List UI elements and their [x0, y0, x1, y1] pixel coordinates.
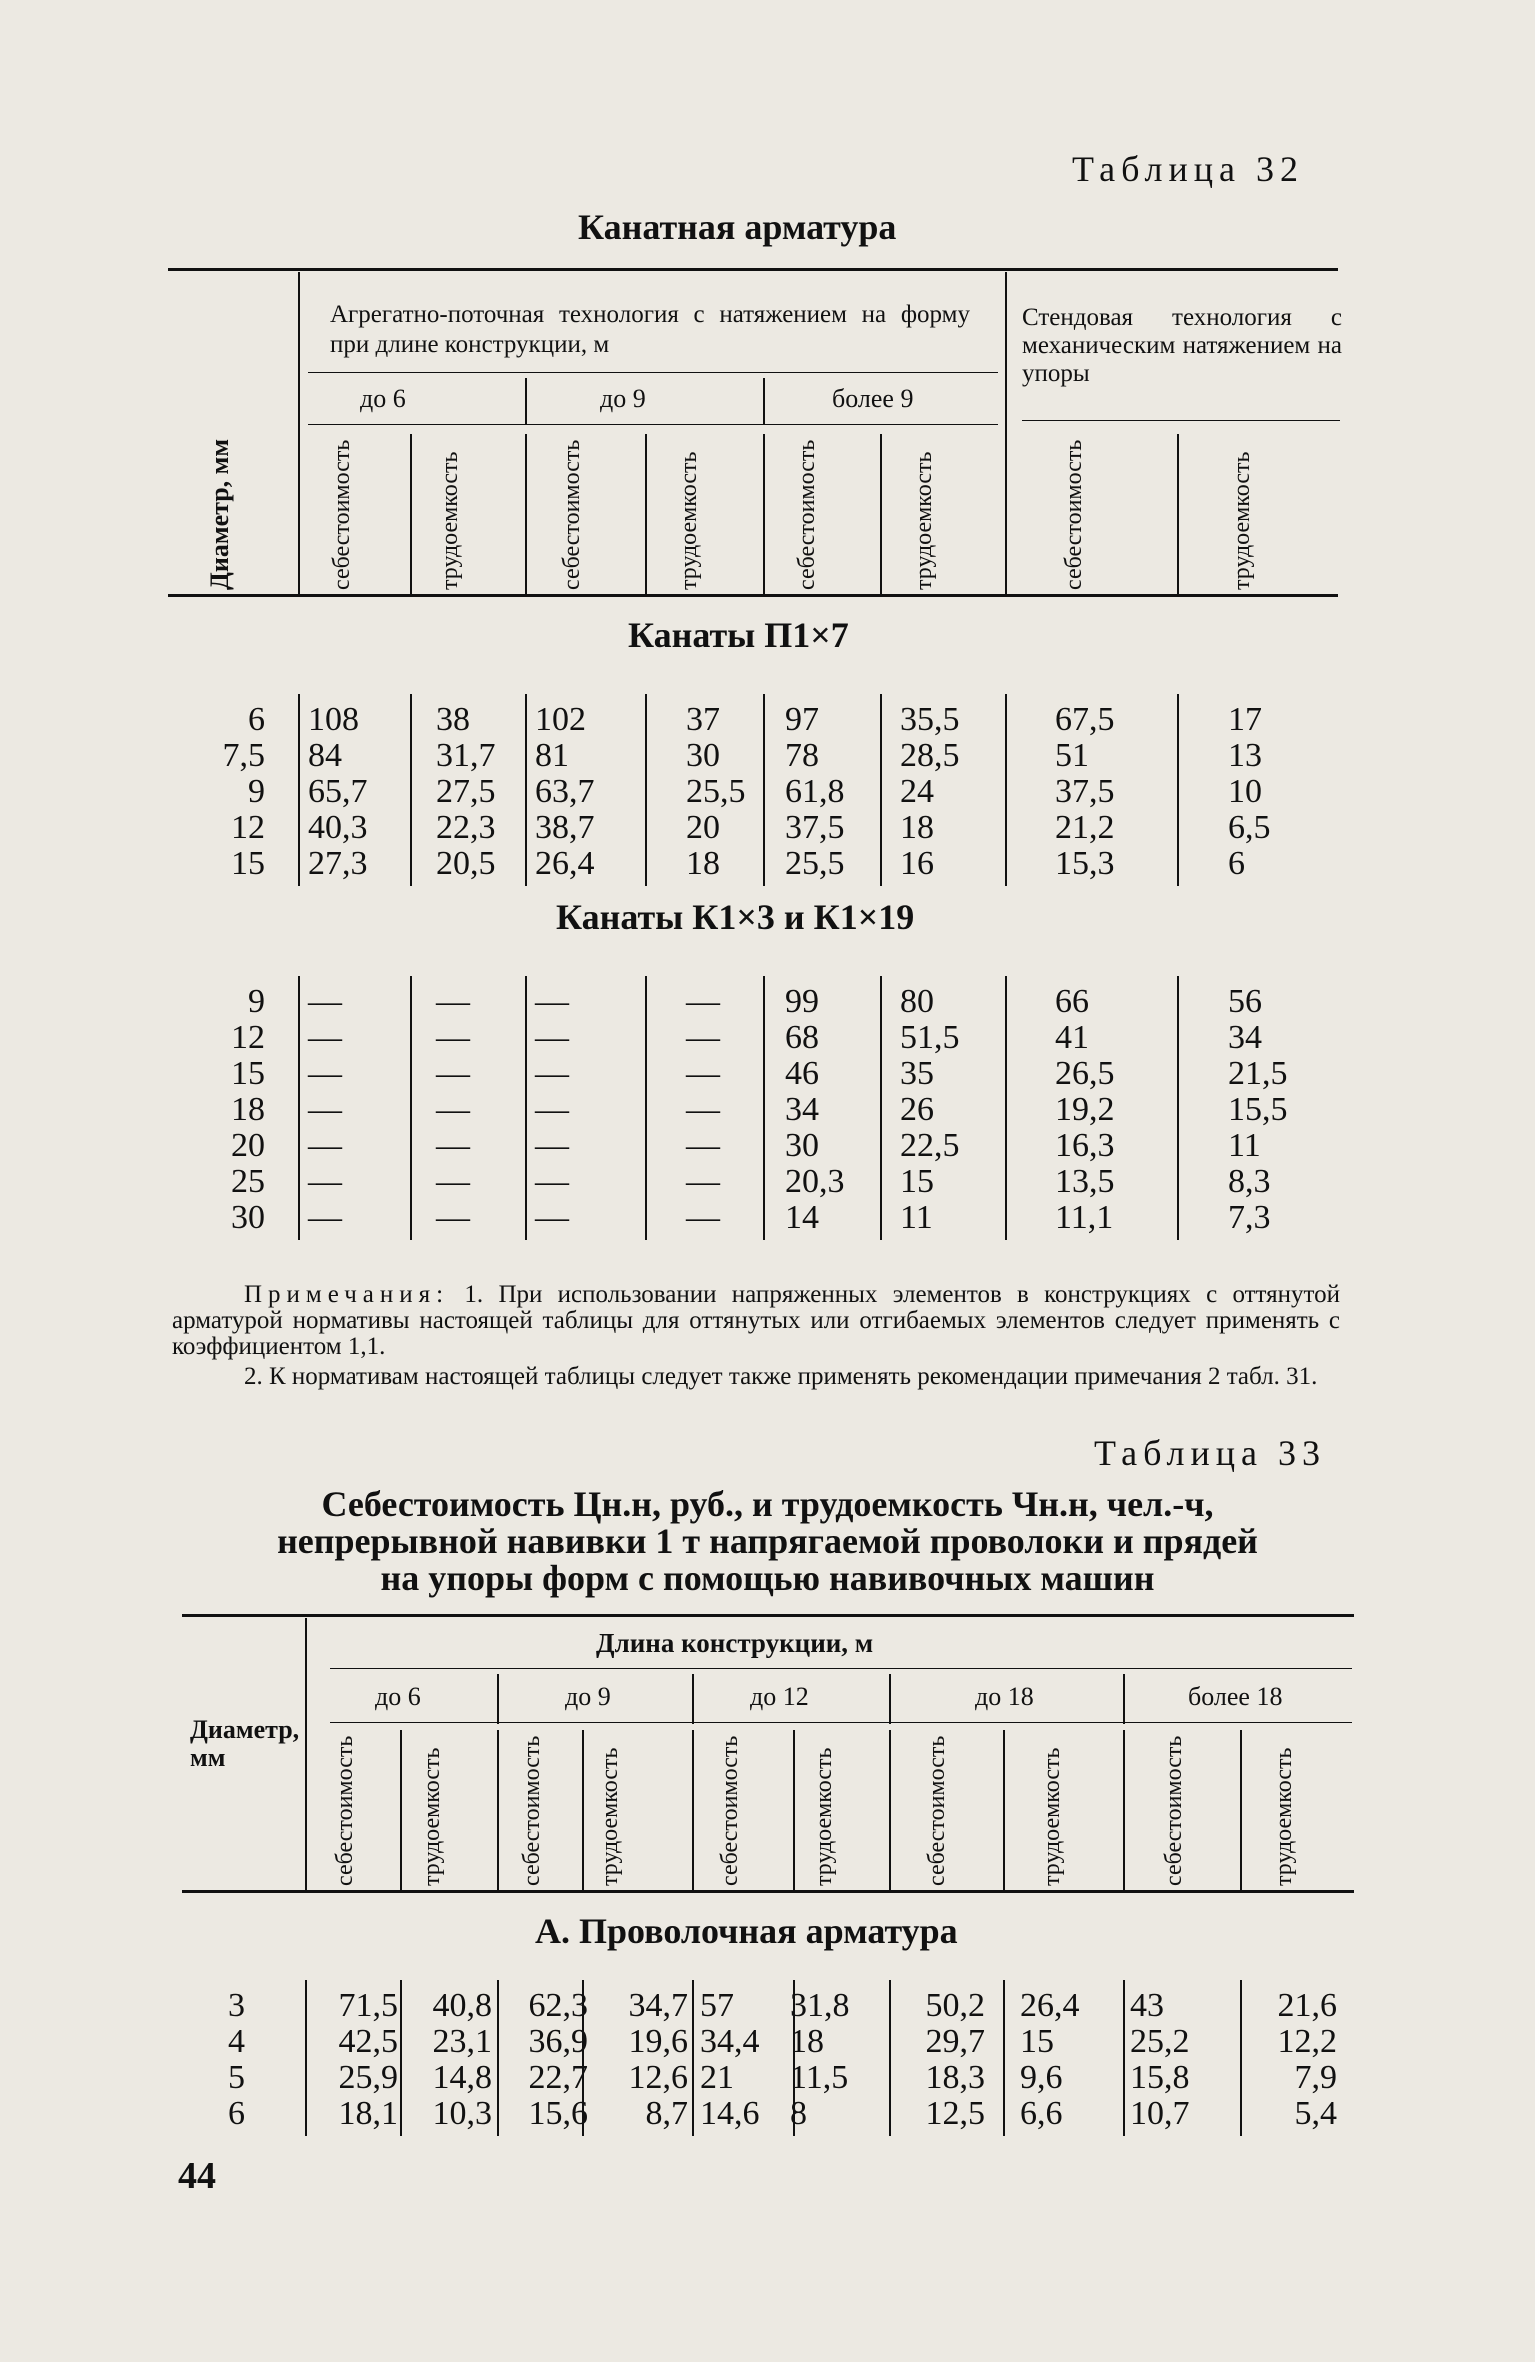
t32-value-cell: 35,5	[900, 701, 960, 738]
t33-column-rule	[497, 1980, 499, 2136]
t32-value-cell: 18	[900, 809, 934, 846]
t33-value-cell: 19,6	[628, 2023, 688, 2060]
t33-column-rule	[400, 1980, 402, 2136]
t33-range: до 12	[750, 1682, 809, 1711]
t33-value-cell: 12,2	[1277, 2023, 1337, 2060]
t32-value-cell: —	[308, 1091, 342, 1128]
table33-top-rule	[182, 1614, 1354, 1617]
t32-value-cell: 34	[1228, 1019, 1262, 1056]
t33-value-cell: 43	[1130, 1987, 1164, 2024]
t32-value-cell: —	[436, 1055, 470, 1092]
t33-column-rule	[1003, 1980, 1005, 2136]
t33-col-labor: трудоемкость	[1039, 1747, 1065, 1886]
t33-value-cell: 18,3	[925, 2059, 985, 2096]
t32-notes-label: Примечания:	[244, 1281, 450, 1308]
t33-value-cell: 18,1	[338, 2095, 398, 2132]
t32-range: более 9	[832, 384, 914, 413]
t33-column-rule	[889, 1980, 891, 2136]
t32-value-cell: 19,2	[1055, 1091, 1115, 1128]
t32-diameter-cell: 20	[231, 1127, 265, 1164]
t32-value-cell: 30	[686, 737, 720, 774]
table32-title: Канатная арматура	[578, 207, 897, 247]
t33-col-cost: себестоимость	[1161, 1735, 1187, 1886]
t32-value-cell: 22,3	[436, 809, 496, 846]
t32-value-cell: 16	[900, 845, 934, 882]
t32-value-cell: —	[535, 1163, 569, 1200]
t32-diameter-cell: 9	[248, 773, 265, 810]
t33-value-cell: 14,6	[700, 2095, 760, 2132]
t32-value-cell: 11,1	[1055, 1199, 1114, 1236]
t33-divider	[1003, 1730, 1005, 1890]
t33-col-labor: трудоемкость	[419, 1747, 445, 1886]
t33-title-line: на упоры форм с помощью навивочных машин	[380, 1558, 1155, 1598]
t32-value-cell: 51	[1055, 737, 1089, 774]
t32-col-cost: себестоимость	[329, 439, 355, 590]
t32-value-cell: 11	[1228, 1127, 1261, 1164]
t32-value-cell: 11	[900, 1199, 933, 1236]
t33-divider	[889, 1674, 891, 1724]
t32-value-cell: 6,5	[1228, 809, 1271, 846]
t32-value-cell: 35	[900, 1055, 934, 1092]
t33-diameter-cell: 6	[228, 2095, 245, 2132]
t32-value-cell: 26	[900, 1091, 934, 1128]
t32-rule	[1022, 420, 1340, 421]
t33-value-cell: 14,8	[432, 2059, 492, 2096]
t32-value-cell: —	[686, 1127, 720, 1164]
t32-value-cell: 37,5	[785, 809, 845, 846]
t32-column-rule	[1005, 694, 1007, 886]
t32-value-cell: 13	[1228, 737, 1262, 774]
t33-sectionA-title: А. Проволочная арматура	[535, 1911, 958, 1951]
t32-column-rule	[1177, 694, 1179, 886]
t32-value-cell: 81	[535, 737, 569, 774]
t33-value-cell: 21,6	[1277, 1987, 1337, 2024]
t33-divider	[1123, 1674, 1125, 1724]
t32-value-cell: —	[686, 1163, 720, 1200]
t32-value-cell: 65,7	[308, 773, 368, 810]
t33-divider	[793, 1730, 795, 1890]
t32-col-cost: себестоимость	[1061, 439, 1087, 590]
t33-value-cell: 36,9	[528, 2023, 588, 2060]
t33-value-cell: 71,5	[338, 1987, 398, 2024]
t33-column-rule	[1123, 1980, 1125, 2136]
t33-value-cell: 12,5	[925, 2095, 985, 2132]
t32-value-cell: —	[308, 1163, 342, 1200]
t33-value-cell: 34,4	[700, 2023, 760, 2060]
t32-header-bottom-rule	[168, 594, 1338, 597]
t33-col-labor: трудоемкость	[811, 1747, 837, 1886]
t32-value-cell: —	[686, 1091, 720, 1128]
t32-value-cell: —	[686, 983, 720, 1020]
t33-value-cell: 15	[1020, 2023, 1054, 2060]
t32-diameter-cell: 9	[248, 983, 265, 1020]
t32-column-rule	[645, 976, 647, 1240]
t32-value-cell: 7,3	[1228, 1199, 1271, 1236]
t32-col-labor: трудоемкость	[676, 451, 702, 590]
t32-value-cell: 14	[785, 1199, 819, 1236]
t33-value-cell: 26,4	[1020, 1987, 1080, 2024]
t32-value-cell: 30	[785, 1127, 819, 1164]
t33-value-cell: 62,3	[528, 1987, 588, 2024]
t32-column-rule	[880, 976, 882, 1240]
t32-column-rule	[763, 976, 765, 1240]
t32-column-rule	[645, 694, 647, 886]
t32-diameter-cell: 12	[231, 809, 265, 846]
t33-rule	[330, 1668, 1352, 1669]
t33-diam-header: Диаметр, мм	[190, 1715, 300, 1772]
t32-column-rule	[763, 694, 765, 886]
t32-divider	[1005, 272, 1007, 594]
t32-value-cell: 10	[1228, 773, 1262, 810]
t32-range: до 6	[360, 384, 406, 413]
t33-diameter-cell: 4	[228, 2023, 245, 2060]
t32-value-cell: 21,2	[1055, 809, 1115, 846]
t32-value-cell: 21,5	[1228, 1055, 1288, 1092]
t32-value-cell: 102	[535, 701, 586, 738]
t32-value-cell: —	[535, 1127, 569, 1164]
t32-value-cell: 26,5	[1055, 1055, 1115, 1092]
t33-value-cell: 57	[700, 1987, 734, 2024]
t33-col-cost: себестоимость	[717, 1735, 743, 1886]
t32-value-cell: 28,5	[900, 737, 960, 774]
t32-value-cell: —	[535, 983, 569, 1020]
t33-divider	[400, 1730, 402, 1890]
t32-value-cell: —	[436, 1127, 470, 1164]
t32-value-cell: —	[308, 1019, 342, 1056]
t33-value-cell: 15,6	[528, 2095, 588, 2132]
t32-value-cell: —	[686, 1199, 720, 1236]
t33-divider	[1123, 1730, 1125, 1890]
t32-value-cell: 18	[686, 845, 720, 882]
t33-value-cell: 8,7	[645, 2095, 688, 2132]
t33-range: более 18	[1188, 1682, 1283, 1711]
t32-value-cell: —	[686, 1019, 720, 1056]
t33-divider	[305, 1618, 307, 1890]
t32-column-rule	[525, 694, 527, 886]
t33-value-cell: 15,8	[1130, 2059, 1190, 2096]
t32-diam-header: Диаметр, мм	[205, 438, 234, 590]
t32-value-cell: 15	[900, 1163, 934, 1200]
t32-value-cell: 41	[1055, 1019, 1089, 1056]
t33-rule	[330, 1722, 1352, 1723]
t33-value-cell: 10,7	[1130, 2095, 1190, 2132]
t32-divider	[525, 378, 527, 424]
t32-section1-title: Канаты П1×7	[628, 615, 849, 655]
t32-value-cell: —	[686, 1055, 720, 1092]
t33-col-cost: себестоимость	[519, 1735, 545, 1886]
t32-col-cost: себестоимость	[559, 439, 585, 590]
t32-column-rule	[298, 694, 300, 886]
table32-label: Таблица 32	[1072, 149, 1304, 189]
t32-divider	[763, 378, 765, 424]
t32-col-labor: трудоемкость	[437, 451, 463, 590]
t32-stand-header: Стендовая технология с механическим натяжением на упоры	[1022, 304, 1342, 387]
t32-diameter-cell: 7,5	[222, 737, 265, 774]
t32-column-rule	[410, 694, 412, 886]
t32-value-cell: 37,5	[1055, 773, 1115, 810]
t32-value-cell: 68	[785, 1019, 819, 1056]
t32-value-cell: —	[535, 1199, 569, 1236]
t32-value-cell: 15,5	[1228, 1091, 1288, 1128]
t33-value-cell: 25,2	[1130, 2023, 1190, 2060]
t32-divider	[525, 434, 527, 594]
t32-section2-title: Канаты К1×3 и К1×19	[556, 897, 915, 937]
table33-title	[150, 1486, 1385, 1597]
t32-divider	[645, 434, 647, 594]
t33-value-cell: 50,2	[925, 1987, 985, 2024]
t32-value-cell: —	[436, 1091, 470, 1128]
t32-value-cell: —	[535, 1019, 569, 1056]
t33-range: до 6	[375, 1682, 421, 1711]
t33-col-cost: себестоимость	[924, 1735, 950, 1886]
t33-divider	[692, 1674, 694, 1724]
t33-col-labor: трудоемкость	[1271, 1747, 1297, 1886]
t32-value-cell: 22,5	[900, 1127, 960, 1164]
t33-title-line: Себестоимость Цн.н, руб., и трудоемкость Чн.н, чел.-ч,	[321, 1484, 1214, 1524]
t32-diameter-cell: 25	[231, 1163, 265, 1200]
t33-value-cell: 42,5	[338, 2023, 398, 2060]
page-number: 44	[178, 2155, 216, 2197]
t32-value-cell: 38	[436, 701, 470, 738]
t33-value-cell: 12,6	[628, 2059, 688, 2096]
t32-diameter-cell: 15	[231, 845, 265, 882]
t32-value-cell: 20	[686, 809, 720, 846]
t32-value-cell: 25,5	[785, 845, 845, 882]
t32-value-cell: 84	[308, 737, 342, 774]
t32-col-labor: трудоемкость	[1229, 451, 1255, 590]
t32-value-cell: 20,3	[785, 1163, 845, 1200]
t33-divider	[497, 1730, 499, 1890]
t33-range: до 18	[975, 1682, 1034, 1711]
t33-value-cell: 6,6	[1020, 2095, 1063, 2132]
t33-range: до 9	[565, 1682, 611, 1711]
t32-value-cell: —	[436, 1019, 470, 1056]
table33-label: Таблица 33	[1094, 1433, 1326, 1473]
t32-value-cell: 99	[785, 983, 819, 1020]
t33-value-cell: 25,9	[338, 2059, 398, 2096]
t33-column-rule	[305, 1980, 307, 2136]
t33-value-cell: 21	[700, 2059, 734, 2096]
t33-value-cell: 7,9	[1294, 2059, 1337, 2096]
t32-value-cell: 56	[1228, 983, 1262, 1020]
t32-diameter-cell: 12	[231, 1019, 265, 1056]
t32-value-cell: 67,5	[1055, 701, 1115, 738]
t32-value-cell: 51,5	[900, 1019, 960, 1056]
t33-header-bottom-rule	[182, 1890, 1354, 1893]
t33-value-cell: 5,4	[1294, 2095, 1337, 2132]
t33-value-cell: 8	[790, 2095, 807, 2132]
t33-divider	[497, 1674, 499, 1724]
t33-value-cell: 31,8	[790, 1987, 850, 2024]
t32-col-labor: трудоемкость	[911, 451, 937, 590]
t32-value-cell: 6	[1228, 845, 1245, 882]
t33-value-cell: 34,7	[628, 1987, 688, 2024]
t33-diameter-cell: 5	[228, 2059, 245, 2096]
t32-column-rule	[525, 976, 527, 1240]
t32-divider	[410, 434, 412, 594]
t32-value-cell: 46	[785, 1055, 819, 1092]
t33-length-header: Длина конструкции, м	[596, 1628, 874, 1658]
t32-col-cost: себестоимость	[794, 439, 820, 590]
t32-value-cell: 27,5	[436, 773, 496, 810]
t32-rule	[308, 424, 998, 425]
t32-value-cell: 13,5	[1055, 1163, 1115, 1200]
t32-value-cell: 15,3	[1055, 845, 1115, 882]
t32-agg-header: Агрегатно-поточная технология с натяжением на форму при длине конструкции, м	[330, 301, 970, 358]
t33-col-cost: себестоимость	[332, 1735, 358, 1886]
t32-value-cell: 27,3	[308, 845, 368, 882]
t33-value-cell: 40,8	[432, 1987, 492, 2024]
t32-value-cell: 38,7	[535, 809, 595, 846]
t32-value-cell: —	[436, 1199, 470, 1236]
t33-value-cell: 11,5	[790, 2059, 849, 2096]
t32-column-rule	[880, 694, 882, 886]
t32-value-cell: 80	[900, 983, 934, 1020]
t32-diameter-cell: 15	[231, 1055, 265, 1092]
t33-value-cell: 23,1	[432, 2023, 492, 2060]
t32-value-cell: 37	[686, 701, 720, 738]
t32-value-cell: —	[308, 1199, 342, 1236]
t32-divider	[1177, 434, 1179, 594]
t32-value-cell: 8,3	[1228, 1163, 1271, 1200]
t32-value-cell: 31,7	[436, 737, 496, 774]
t32-value-cell: 78	[785, 737, 819, 774]
t32-note1	[172, 1282, 1340, 1360]
t32-value-cell: —	[436, 983, 470, 1020]
t32-value-cell: —	[436, 1163, 470, 1200]
t32-value-cell: —	[535, 1055, 569, 1092]
t32-value-cell: 63,7	[535, 773, 595, 810]
t33-divider	[889, 1730, 891, 1890]
table32-top-rule	[168, 268, 1338, 271]
t32-diameter-cell: 30	[231, 1199, 265, 1236]
t33-title-line: непрерывной навивки 1 т напрягаемой проволоки и прядей	[277, 1521, 1258, 1561]
t33-value-cell: 29,7	[925, 2023, 985, 2060]
t32-value-cell: 24	[900, 773, 934, 810]
t32-value-cell: 40,3	[308, 809, 368, 846]
t32-note1-text: 1. При использовании напряженных элементов в конструкциях с оттянутой арматурой нормативы настоящей таблицы для оттянутых или отгибаемых элементов следует применять с коэффициентом 1,1.	[172, 1281, 1340, 1360]
t32-value-cell: —	[535, 1091, 569, 1128]
t32-value-cell: 66	[1055, 983, 1089, 1020]
t33-col-labor: трудоемкость	[597, 1747, 623, 1886]
t32-divider	[763, 434, 765, 594]
t33-divider	[692, 1730, 694, 1890]
t32-note2: 2. К нормативам настоящей таблицы следует также применять рекомендации примечания 2 табл. 31.	[244, 1363, 1318, 1390]
t32-column-rule	[298, 976, 300, 1240]
t33-value-cell: 18	[790, 2023, 824, 2060]
t32-diameter-cell: 6	[248, 701, 265, 738]
t32-range: до 9	[600, 384, 646, 413]
t33-diameter-cell: 3	[228, 1987, 245, 2024]
t33-value-cell: 22,7	[528, 2059, 588, 2096]
t32-value-cell: 108	[308, 701, 359, 738]
t32-column-rule	[1005, 976, 1007, 1240]
t32-column-rule	[1177, 976, 1179, 1240]
t32-column-rule	[410, 976, 412, 1240]
t32-divider	[880, 434, 882, 594]
t32-value-cell: 61,8	[785, 773, 845, 810]
t32-value-cell: 26,4	[535, 845, 595, 882]
t32-diameter-cell: 18	[231, 1091, 265, 1128]
t32-divider	[298, 272, 300, 594]
t33-value-cell: 10,3	[432, 2095, 492, 2132]
t32-value-cell: 16,3	[1055, 1127, 1115, 1164]
t32-value-cell: —	[308, 1055, 342, 1092]
t32-value-cell: 97	[785, 701, 819, 738]
t32-value-cell: 20,5	[436, 845, 496, 882]
t33-value-cell: 9,6	[1020, 2059, 1063, 2096]
t33-divider	[1240, 1730, 1242, 1890]
t32-value-cell: —	[308, 1127, 342, 1164]
t32-value-cell: —	[308, 983, 342, 1020]
t33-column-rule	[692, 1980, 694, 2136]
t33-column-rule	[1240, 1980, 1242, 2136]
t32-rule	[308, 372, 998, 373]
t32-value-cell: 34	[785, 1091, 819, 1128]
t33-divider	[582, 1730, 584, 1890]
t32-value-cell: 25,5	[686, 773, 746, 810]
t32-value-cell: 17	[1228, 701, 1262, 738]
